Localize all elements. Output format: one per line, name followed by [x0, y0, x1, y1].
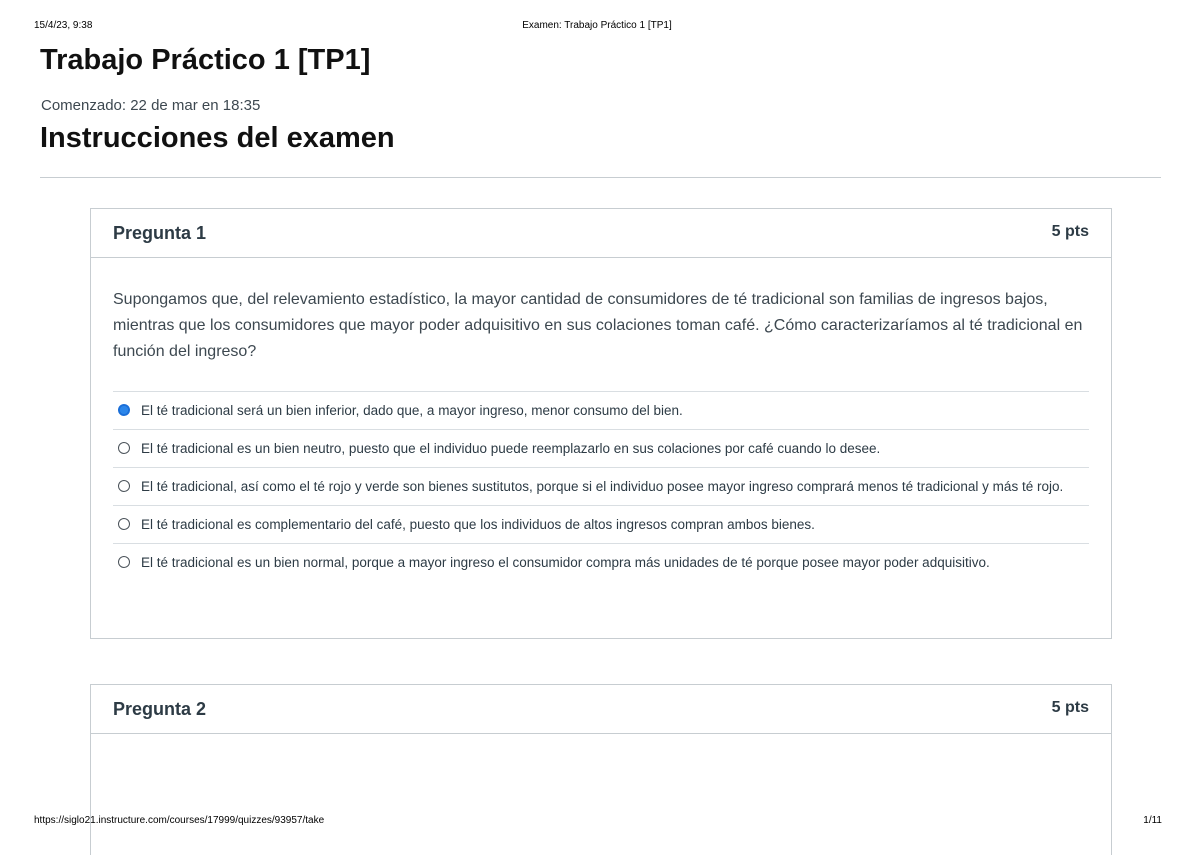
print-header: [34, 20, 1160, 34]
print-url: https://siglo21.instructure.com/courses/17999/quizzes/93957/take: [34, 815, 325, 826]
divider: [40, 177, 1161, 178]
radio-button[interactable]: [118, 480, 130, 492]
instructions-heading: Instrucciones del examen: [40, 122, 395, 154]
question-header: [91, 685, 1111, 734]
question-points: 5 pts: [1051, 699, 1089, 716]
question-points: 5 pts: [1051, 223, 1089, 240]
question-title: Pregunta 1: [113, 223, 207, 243]
answer-option[interactable]: [113, 505, 1089, 543]
answer-label: El té tradicional es un bien normal, porque a mayor ingreso el consumidor compra más unidades de té porque posee mayor poder adquisitivo.: [141, 555, 990, 570]
question-header: [91, 209, 1111, 258]
answer-label: El té tradicional es complementario del café, puesto que los individuos de altos ingresos compran ambos bienes.: [141, 517, 815, 532]
print-date: 15/4/23, 9:38: [34, 20, 93, 31]
print-document-title: Examen: Trabajo Práctico 1 [TP1]: [522, 20, 672, 31]
question-card: [90, 684, 1112, 855]
radio-button[interactable]: [118, 404, 130, 416]
radio-button[interactable]: [118, 442, 130, 454]
answer-option[interactable]: [113, 391, 1089, 429]
radio-button[interactable]: [118, 556, 130, 568]
answer-label: El té tradicional es un bien neutro, puesto que el individuo puede reemplazarlo en sus colaciones por café cuando lo desee.: [141, 441, 881, 456]
question-text: Supongamos que, del relevamiento estadístico, la mayor cantidad de consumidores de té tradicional son familias de ingresos bajos, mientras que los consumidores que mayor poder adquisitivo en sus colaciones toman café. ¿Cómo caracterizaríamos al té tradicional en función del ingreso?: [113, 291, 1083, 360]
answer-label: El té tradicional, así como el té rojo y verde son bienes sustitutos, porque si el individuo posee mayor ingreso comprará menos té tradicional y más té rojo.: [141, 479, 1064, 494]
radio-button[interactable]: [118, 518, 130, 530]
page-number: 1/11: [1143, 815, 1162, 826]
page-title: Trabajo Práctico 1 [TP1]: [40, 44, 371, 76]
question-title: Pregunta 2: [113, 699, 207, 719]
answer-list: [113, 391, 1089, 581]
answer-option[interactable]: [113, 543, 1089, 581]
answer-option[interactable]: [113, 429, 1089, 467]
answer-label: El té tradicional será un bien inferior, dado que, a mayor ingreso, menor consumo del bien.: [141, 403, 683, 418]
answer-option[interactable]: [113, 467, 1089, 505]
started-timestamp: Comenzado: 22 de mar en 18:35: [41, 97, 261, 114]
question-card: [90, 208, 1112, 639]
